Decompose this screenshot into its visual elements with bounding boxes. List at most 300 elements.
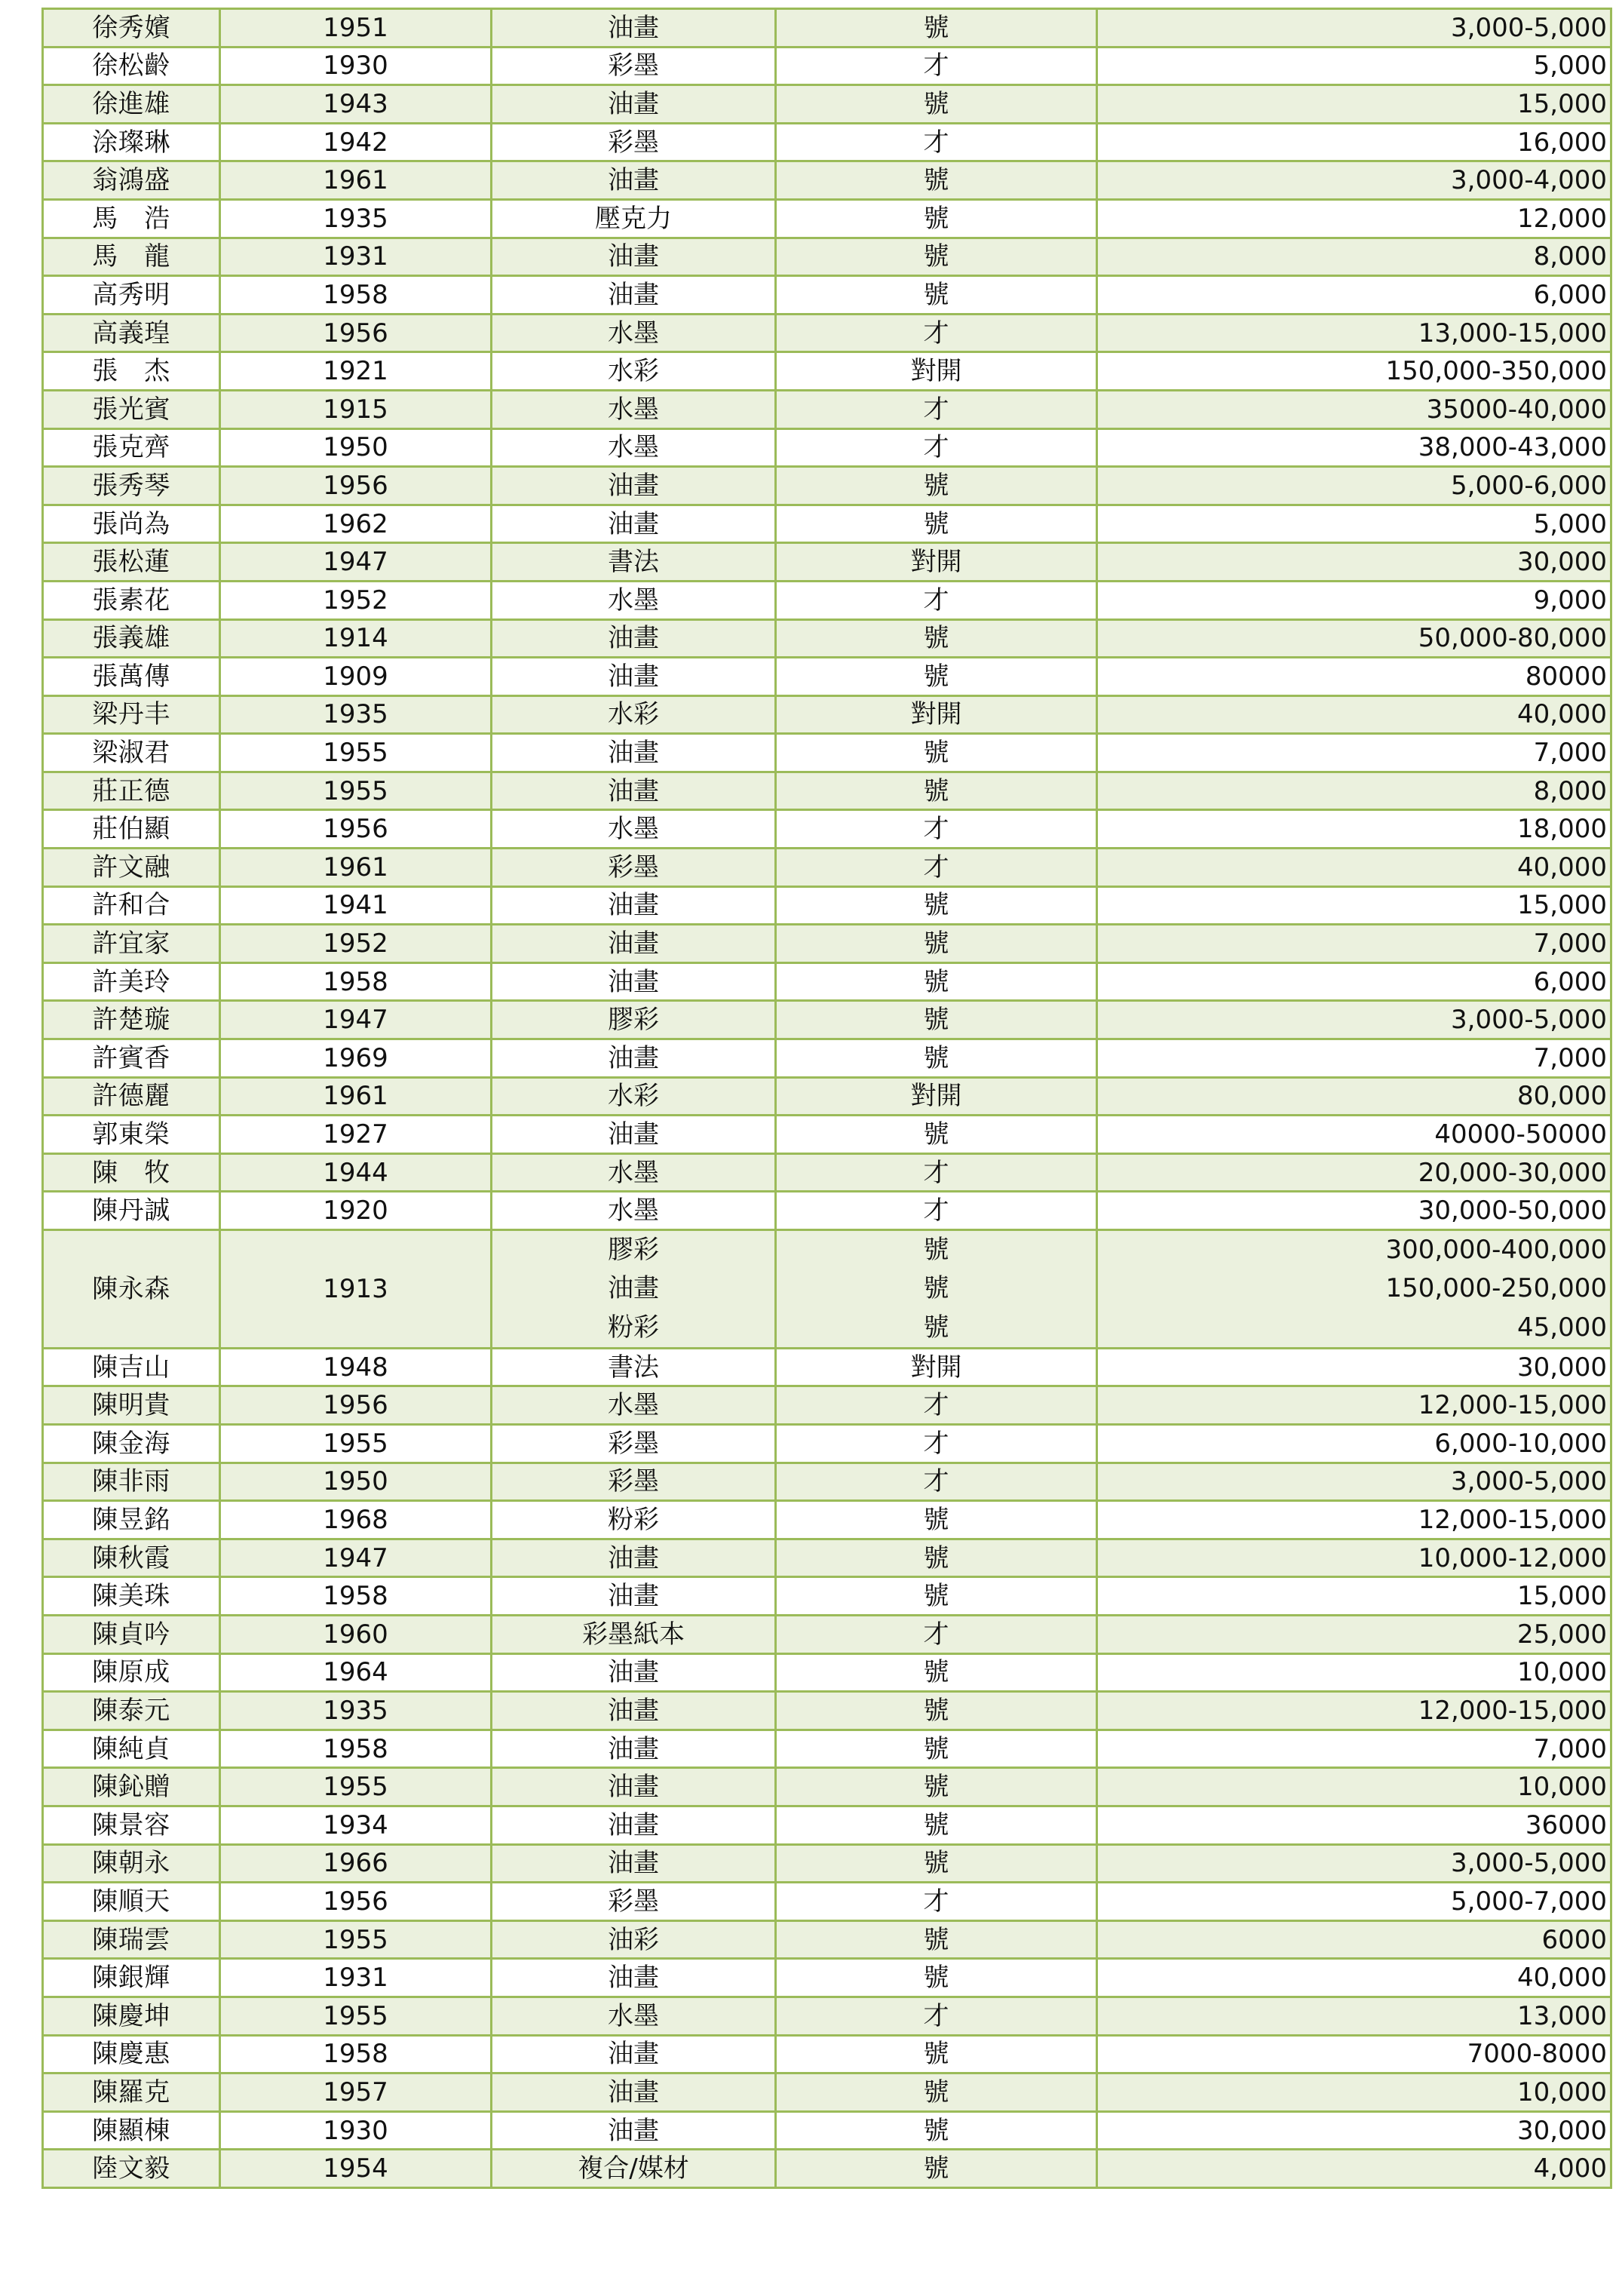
table-row [43,1539,1611,1577]
medium-cell: 油畫 [492,161,776,200]
price-cell [1097,1230,1611,1349]
artist-name-cell: 涂璨琳 [43,123,220,161]
unit-cell: 號 [776,1116,1097,1154]
medium-cell: 油畫 [492,1577,776,1616]
price-cell: 25,000 [1097,1616,1611,1654]
artist-name-cell: 馬 龍 [43,238,220,276]
birth-year-cell: 1947 [220,1539,492,1577]
medium-cell: 油畫 [492,1730,776,1768]
price-cell: 80,000 [1097,1077,1611,1116]
table-row [43,1077,1611,1116]
unit-cell: 號 [776,1539,1097,1577]
table-row [43,1192,1611,1230]
medium-cell: 油畫 [492,1653,776,1692]
medium-cell: 油畫 [492,1692,776,1730]
unit-cell: 號 [776,1692,1097,1730]
price-cell: 15,000 [1097,85,1611,124]
birth-year-cell: 1920 [220,1192,492,1230]
birth-year-cell: 1935 [220,1692,492,1730]
artist-name-cell: 陳美珠 [43,1577,220,1616]
birth-year-cell: 1915 [220,390,492,428]
birth-year-cell: 1931 [220,238,492,276]
unit-cell: 號 [776,1844,1097,1883]
price-cell: 5,000-7,000 [1097,1883,1611,1921]
artist-name-cell: 陳 牧 [43,1153,220,1192]
medium-cell: 壓克力 [492,199,776,238]
unit-cell: 才 [776,314,1097,352]
unit-cell: 號 [776,161,1097,200]
medium-cell: 水墨 [492,390,776,428]
medium-cell: 油畫 [492,2035,776,2073]
birth-year-cell: 1943 [220,85,492,124]
artist-name-cell: 許德麗 [43,1077,220,1116]
unit-cell: 才 [776,1153,1097,1192]
table-row [43,962,1611,1001]
birth-year-cell: 1961 [220,1077,492,1116]
unit-cell: 號 [776,1039,1097,1078]
artist-name-cell: 高義瑝 [43,314,220,352]
unit-cell: 才 [776,428,1097,467]
unit-cell: 號 [776,1653,1097,1692]
medium-cell: 水墨 [492,428,776,467]
price-cell: 6,000 [1097,962,1611,1001]
unit-cell: 號 [776,962,1097,1001]
medium-cell: 水墨 [492,1997,776,2035]
table-row [43,276,1611,315]
unit-cell: 對開 [776,1077,1097,1116]
price-cell: 40,000 [1097,1959,1611,1997]
artist-name-cell: 張克齊 [43,428,220,467]
medium-cell: 彩墨紙本 [492,1616,776,1654]
birth-year-cell: 1958 [220,1730,492,1768]
birth-year-cell: 1909 [220,658,492,696]
birth-year-cell: 1968 [220,1501,492,1539]
medium-cell: 彩墨 [492,1425,776,1463]
unit-cell: 號 [776,1768,1097,1806]
artist-name-cell: 陳朝永 [43,1844,220,1883]
medium-cell: 膠彩 [492,1001,776,1039]
artist-name-cell: 陳慶坤 [43,1997,220,2035]
artist-name-cell: 張萬傳 [43,658,220,696]
table-row [43,1806,1611,1845]
price-cell: 7000-8000 [1097,2035,1611,2073]
medium-cell: 油畫 [492,276,776,315]
unit-cell: 號 [776,925,1097,963]
artist-name-cell: 張義雄 [43,619,220,658]
medium-cell: 油畫 [492,734,776,772]
price-line: 45,000 [1517,1312,1607,1343]
unit-cell: 號 [776,1501,1097,1539]
birth-year-cell: 1942 [220,123,492,161]
price-cell: 3,000-4,000 [1097,161,1611,200]
artist-name-cell: 陳貞吟 [43,1616,220,1654]
table-row [43,925,1611,963]
artist-name-cell: 徐秀嬪 [43,9,220,48]
birth-year-cell: 1935 [220,695,492,734]
table-row [43,505,1611,543]
table-row [43,1425,1611,1463]
price-cell: 7,000 [1097,925,1611,963]
medium-cell: 油畫 [492,772,776,810]
price-cell: 10,000 [1097,1653,1611,1692]
artist-name-cell: 陳秋霞 [43,1539,220,1577]
birth-year-cell: 1944 [220,1153,492,1192]
price-cell: 30,000 [1097,543,1611,582]
medium-cell: 油畫 [492,2073,776,2112]
medium-cell: 油畫 [492,1116,776,1154]
medium-cell: 彩墨 [492,1463,776,1501]
table-body [43,9,1611,2188]
birth-year-cell: 1955 [220,772,492,810]
table-row [43,2073,1611,2112]
artist-name-cell: 陳銀輝 [43,1959,220,1997]
unit-cell: 號 [776,1920,1097,1959]
birth-year-cell: 1955 [220,1425,492,1463]
medium-cell: 油畫 [492,1844,776,1883]
table-row [43,1577,1611,1616]
price-cell: 80000 [1097,658,1611,696]
unit-cell: 才 [776,47,1097,85]
artist-name-cell: 陳永森 [43,1230,220,1349]
unit-cell: 號 [776,1577,1097,1616]
birth-year-cell: 1947 [220,543,492,582]
price-cell: 13,000-15,000 [1097,314,1611,352]
price-cell: 50,000-80,000 [1097,619,1611,658]
unit-line: 號 [923,1312,949,1343]
birth-year-cell: 1955 [220,734,492,772]
table-row [43,352,1611,391]
birth-year-cell: 1927 [220,1116,492,1154]
medium-cell: 油彩 [492,1920,776,1959]
birth-year-cell: 1930 [220,2111,492,2150]
unit-cell: 號 [776,2035,1097,2073]
unit-cell: 號 [776,734,1097,772]
price-cell: 150,000-350,000 [1097,352,1611,391]
birth-year-cell: 1921 [220,352,492,391]
unit-cell: 才 [776,1386,1097,1425]
birth-year-cell: 1957 [220,2073,492,2112]
artist-name-cell: 張尚為 [43,505,220,543]
artist-name-cell: 莊伯顯 [43,810,220,849]
artist-name-cell: 陳慶惠 [43,2035,220,2073]
birth-year-cell: 1952 [220,581,492,619]
price-cell: 10,000 [1097,2073,1611,2112]
artist-name-cell: 張 杰 [43,352,220,391]
medium-cell: 彩墨 [492,47,776,85]
birth-year-cell: 1955 [220,1997,492,2035]
price-cell: 7,000 [1097,1730,1611,1768]
medium-cell: 油畫 [492,1039,776,1078]
birth-year-cell: 1958 [220,2035,492,2073]
artist-name-cell: 陳純貞 [43,1730,220,1768]
table-row [43,886,1611,925]
table-row [43,810,1611,849]
birth-year-cell: 1955 [220,1920,492,1959]
medium-cell: 油畫 [492,1539,776,1577]
table-row [43,619,1611,658]
artist-name-cell: 梁淑君 [43,734,220,772]
table-row [43,1959,1611,1997]
birth-year-cell: 1951 [220,9,492,48]
price-cell: 5,000-6,000 [1097,467,1611,505]
medium-cell: 複合/媒材 [492,2150,776,2188]
table-row [43,1501,1611,1539]
price-cell: 3,000-5,000 [1097,1001,1611,1039]
birth-year-cell: 1948 [220,1348,492,1386]
unit-cell: 才 [776,1425,1097,1463]
artist-name-cell: 郭東榮 [43,1116,220,1154]
unit-cell: 才 [776,390,1097,428]
unit-cell: 號 [776,1959,1097,1997]
table-row [43,1883,1611,1921]
artist-name-cell: 陳丹誠 [43,1192,220,1230]
medium-cell: 書法 [492,543,776,582]
birth-year-cell: 1955 [220,1768,492,1806]
unit-cell: 號 [776,276,1097,315]
birth-year-cell: 1961 [220,849,492,887]
birth-year-cell: 1952 [220,925,492,963]
unit-cell: 號 [776,467,1097,505]
unit-cell: 才 [776,849,1097,887]
table-row [43,2150,1611,2188]
birth-year-cell: 1962 [220,505,492,543]
birth-year-cell: 1950 [220,428,492,467]
medium-line: 粉彩 [608,1312,659,1343]
artist-name-cell: 高秀明 [43,276,220,315]
artist-name-cell: 張光賓 [43,390,220,428]
table-row [43,849,1611,887]
price-cell: 20,000-30,000 [1097,1153,1611,1192]
medium-cell: 油畫 [492,619,776,658]
unit-cell: 號 [776,238,1097,276]
table-row [43,1616,1611,1654]
artist-name-cell: 陳羅克 [43,2073,220,2112]
unit-cell: 對開 [776,352,1097,391]
price-cell: 10,000-12,000 [1097,1539,1611,1577]
artist-name-cell: 陳金海 [43,1425,220,1463]
price-cell: 3,000-5,000 [1097,1844,1611,1883]
price-cell: 16,000 [1097,123,1611,161]
table-row [43,2111,1611,2150]
medium-cell: 油畫 [492,238,776,276]
price-cell: 4,000 [1097,2150,1611,2188]
medium-cell: 油畫 [492,925,776,963]
medium-cell: 水墨 [492,1386,776,1425]
artist-name-cell: 許文融 [43,849,220,887]
birth-year-cell: 1958 [220,276,492,315]
unit-cell: 才 [776,1463,1097,1501]
table-row [43,658,1611,696]
medium-cell: 水墨 [492,314,776,352]
artist-name-cell: 梁丹丰 [43,695,220,734]
medium-cell: 油畫 [492,962,776,1001]
unit-cell: 號 [776,1730,1097,1768]
birth-year-cell: 1956 [220,1386,492,1425]
artist-name-cell: 張秀琴 [43,467,220,505]
medium-cell: 書法 [492,1348,776,1386]
unit-cell: 號 [776,2111,1097,2150]
table-row [43,428,1611,467]
table-row [43,1386,1611,1425]
medium-cell: 油畫 [492,9,776,48]
unit-line: 號 [923,1273,949,1304]
artist-name-cell: 陳昱銘 [43,1501,220,1539]
artist-name-cell: 張松蓮 [43,543,220,582]
artist-name-cell: 莊正德 [43,772,220,810]
price-cell: 36000 [1097,1806,1611,1845]
table-row [43,85,1611,124]
price-cell: 9,000 [1097,581,1611,619]
medium-cell: 水彩 [492,1077,776,1116]
price-cell: 15,000 [1097,1577,1611,1616]
birth-year-cell: 1958 [220,1577,492,1616]
unit-cell: 號 [776,2150,1097,2188]
medium-cell: 油畫 [492,1806,776,1845]
unit-cell: 號 [776,886,1097,925]
table-row [43,390,1611,428]
medium-cell: 油畫 [492,505,776,543]
birth-year-cell: 1956 [220,810,492,849]
unit-cell: 號 [776,658,1097,696]
table-row [43,1920,1611,1959]
table-row [43,772,1611,810]
medium-cell: 油畫 [492,1768,776,1806]
table-row [43,1768,1611,1806]
unit-cell: 號 [776,199,1097,238]
price-line: 150,000-250,000 [1385,1273,1607,1304]
unit-cell: 才 [776,1997,1097,2035]
unit-line: 號 [923,1235,949,1265]
table-row [43,1001,1611,1039]
medium-line: 油畫 [608,1273,659,1304]
unit-cell: 才 [776,810,1097,849]
medium-cell: 彩墨 [492,123,776,161]
medium-cell: 油畫 [492,85,776,124]
price-line: 300,000-400,000 [1385,1235,1607,1265]
artist-name-cell: 許美玲 [43,962,220,1001]
table-row [43,9,1611,48]
price-cell: 12,000-15,000 [1097,1386,1611,1425]
price-cell: 6000 [1097,1920,1611,1959]
table-row [43,1730,1611,1768]
medium-cell: 油畫 [492,886,776,925]
birth-year-cell: 1950 [220,1463,492,1501]
birth-year-cell: 1941 [220,886,492,925]
artist-name-cell: 翁鴻盛 [43,161,220,200]
price-cell: 3,000-5,000 [1097,1463,1611,1501]
artist-name-cell: 馬 浩 [43,199,220,238]
table-row [43,2035,1611,2073]
unit-cell: 才 [776,1883,1097,1921]
birth-year-cell: 1930 [220,47,492,85]
price-cell: 12,000 [1097,199,1611,238]
unit-cell: 號 [776,619,1097,658]
unit-cell: 號 [776,85,1097,124]
birth-year-cell: 1913 [220,1230,492,1349]
medium-line: 膠彩 [608,1235,659,1265]
price-cell: 5,000 [1097,505,1611,543]
medium-cell: 水墨 [492,1192,776,1230]
table-row [43,1153,1611,1192]
price-cell: 12,000-15,000 [1097,1692,1611,1730]
price-cell: 40,000 [1097,695,1611,734]
unit-cell: 號 [776,2073,1097,2112]
price-cell: 40,000 [1097,849,1611,887]
medium-cell: 油畫 [492,1959,776,1997]
medium-cell: 水彩 [492,352,776,391]
table-row [43,543,1611,582]
price-cell: 30,000 [1097,2111,1611,2150]
price-cell: 12,000-15,000 [1097,1501,1611,1539]
table-row [43,199,1611,238]
table-row [43,1997,1611,2035]
medium-cell: 粉彩 [492,1501,776,1539]
price-cell: 5,000 [1097,47,1611,85]
artist-name-cell: 陳鈊贈 [43,1768,220,1806]
birth-year-cell: 1966 [220,1844,492,1883]
medium-cell: 水墨 [492,1153,776,1192]
artist-name-cell: 徐松齡 [43,47,220,85]
price-cell: 6,000 [1097,276,1611,315]
unit-cell [776,1230,1097,1349]
artist-price-table [41,8,1612,2189]
artist-name-cell: 許楚璇 [43,1001,220,1039]
table-row [43,1116,1611,1154]
unit-cell: 對開 [776,1348,1097,1386]
price-cell: 8,000 [1097,238,1611,276]
table-row [43,161,1611,200]
unit-cell: 才 [776,581,1097,619]
artist-name-cell: 陳非雨 [43,1463,220,1501]
birth-year-cell: 1956 [220,314,492,352]
price-cell: 8,000 [1097,772,1611,810]
table-row [43,581,1611,619]
birth-year-cell: 1935 [220,199,492,238]
artist-name-cell: 陳瑞雲 [43,1920,220,1959]
birth-year-cell: 1964 [220,1653,492,1692]
table-row [43,47,1611,85]
artist-name-cell: 許宜家 [43,925,220,963]
price-cell: 15,000 [1097,886,1611,925]
birth-year-cell: 1914 [220,619,492,658]
artist-name-cell: 陳原成 [43,1653,220,1692]
table-row [43,467,1611,505]
price-cell: 40000-50000 [1097,1116,1611,1154]
unit-cell: 號 [776,9,1097,48]
table-row [43,1692,1611,1730]
price-cell: 18,000 [1097,810,1611,849]
table-row [43,734,1611,772]
artist-name-cell: 張素花 [43,581,220,619]
artist-name-cell: 陸文毅 [43,2150,220,2188]
birth-year-cell: 1961 [220,161,492,200]
artist-name-cell: 陳泰元 [43,1692,220,1730]
artist-name-cell: 陳明貴 [43,1386,220,1425]
birth-year-cell: 1947 [220,1001,492,1039]
price-cell: 10,000 [1097,1768,1611,1806]
price-cell: 38,000-43,000 [1097,428,1611,467]
birth-year-cell: 1958 [220,962,492,1001]
artist-name-cell: 徐進雄 [43,85,220,124]
medium-cell: 水彩 [492,695,776,734]
table-row [43,695,1611,734]
unit-cell: 號 [776,1806,1097,1845]
table-row [43,1653,1611,1692]
artist-name-cell: 許賓香 [43,1039,220,1078]
price-cell: 7,000 [1097,734,1611,772]
birth-year-cell: 1934 [220,1806,492,1845]
price-cell: 30,000-50,000 [1097,1192,1611,1230]
